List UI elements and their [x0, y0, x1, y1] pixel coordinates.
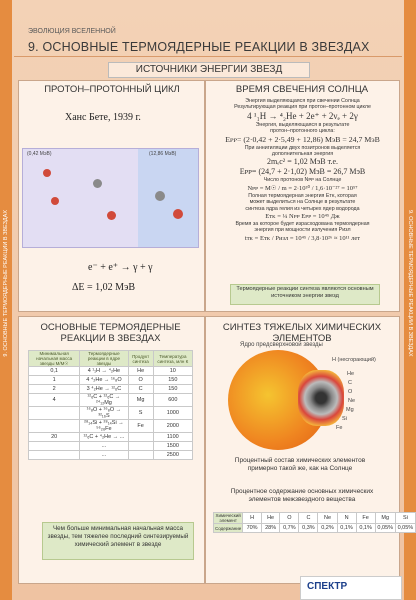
page-title: 9. ОСНОВНЫЕ ТЕРМОЯДЕРНЫЕ РЕАКЦИИ В ЗВЕЗДАХ — [28, 40, 370, 54]
publisher-footer — [300, 576, 402, 600]
proton-ball — [107, 211, 116, 220]
energy-label-1: (0,42 МэВ) — [27, 151, 52, 157]
heavy-elements-title: СИНТЕЗ ТЯЖЕЛЫХ ХИМИЧЕСКИХ ЭЛЕМЕНТОВ — [222, 322, 382, 344]
sun-time-note: Термоядерные реакции синтеза являются основным источником энергии звезд — [230, 284, 380, 305]
core-layers-cutaway — [298, 370, 344, 426]
table-row: 4 ¹²₆C + ¹²₆C → ²⁴₁₂Mg Mg 600 — [29, 394, 193, 407]
proton-ball — [51, 197, 59, 205]
composition-caption: Процентный состав химических элементов примерно такой же, как на Солнце — [234, 457, 366, 472]
reactions-note: Чем больше минимальная начальная масса звезды, тем тяжелее последний синтезируемый химический элемент в звезде — [42, 522, 194, 560]
title-divider — [14, 56, 402, 57]
proton-ball — [173, 209, 183, 219]
table-row: ¹⁶₈O + ¹⁶₈O → ³²₁₆S S 1000 — [29, 407, 193, 420]
table-row: ... 2500 — [29, 451, 193, 460]
layer-label: H (несгорающий) — [332, 357, 376, 363]
left-side-label: 9. ОСНОВНЫЕ ТЕРМОЯДЕРНЫЕ РЕАКЦИИ В ЗВЕЗДАХ — [3, 210, 9, 357]
layer-label: O — [348, 389, 353, 395]
section-title: ИСТОЧНИКИ ЭНЕРГИИ ЗВЕЗД — [108, 62, 310, 78]
series-title: ЭВОЛЮЦИЯ ВСЕЛЕННОЙ — [28, 28, 116, 35]
table-row: 1 4 ⁴₂He → ¹⁶₈O O 150 — [29, 376, 193, 385]
table-row: ²⁸₁₄Si + ²⁸₁₄Si → ⁵⁶₂₆Fe Fe 2000 — [29, 420, 193, 433]
layer-label: Mg — [346, 407, 354, 413]
neutron-ball — [93, 179, 102, 188]
layer-label: Ne — [348, 398, 356, 404]
table-row: 0,1 4 ¹₁H → ⁴₂He He 10 — [29, 367, 193, 376]
neutron-ball — [155, 191, 165, 201]
annihilation-reaction: e⁻ + e⁺ → γ + γ — [88, 262, 153, 273]
pp-cycle-diagram — [22, 148, 199, 248]
table-row: 2 3 ⁴₂He → ¹²₆C C 150 — [29, 385, 193, 394]
reactions-title: ОСНОВНЫЕ ТЕРМОЯДЕРНЫЕ РЕАКЦИИ В ЗВЕЗДАХ — [40, 322, 181, 344]
table-row: Химический элемент H He O C Ne N Fe Mg Si — [214, 513, 416, 524]
abundance-title: Процентное содержание основных химических элементов межзвездного вещества — [230, 488, 374, 503]
pp-cycle-title: ПРОТОН–ПРОТОННЫЙ ЦИКЛ — [44, 84, 180, 95]
diagram-blue-zone — [138, 149, 198, 247]
layer-label: Fe — [336, 425, 343, 431]
reactions-table — [28, 350, 193, 460]
layer-label: He — [347, 371, 355, 377]
sun-time-title: ВРЕМЯ СВЕЧЕНИЯ СОЛНЦА — [235, 84, 369, 95]
sun-time-text: Энергия выделяющаяся при свечении Солнца Результирующая реакция при протон–протонном цикле 4 ¹₁H → ⁴₂He + 2e⁺ + 2νₑ + 2γ Энергия, выделяющаяся в результате протон–протонного цикла: Eᴘᴘ= (2·0,42 + 2·5,49 + 12,86) МэВ = 24,7 МэВ При аннигиляции двух позитронов выделяется дополнительная энергия 2mₑc² = 1,02 МэВ т.е. Eᴘᴘ= (24,7 + 2·1,02) МэВ = 26,7 МэВ Число протонов Nᴘᴘ на Солнце Nᴘᴘ = M☉ / m = 2·10³⁰ / 1,6·10⁻²⁷ = 10⁵⁷ Полная термоядерная энергия Eᴛᴋ, которая может выделиться на Солнце в результате синтеза ядра гелия из четырех ядер водорода Eᴛᴋ = ¼ Nᴘᴘ Eᴘᴘ = 10⁴⁵ Дж Время за которое будет израсходована термоядерная энергия при мощности излучения Pизл tᴛᴋ = Eᴛᴋ / Pизл = 10⁴⁵ / 3,8·10²⁶ ≈ 10¹¹ лет — [225, 98, 380, 242]
layer-label: Si — [342, 416, 347, 422]
publisher-logo: СПЕКТР — [307, 581, 348, 592]
energy-label-2: (12,86 МэВ) — [149, 151, 177, 157]
core-label: Ядро предсверхновой звезды — [240, 342, 323, 348]
table-row: 20 ¹²₆C + ⁴₂He → ... 1100 — [29, 433, 193, 442]
right-side-label: 9. ОСНОВНЫЕ ТЕРМОЯДЕРНЫЕ РЕАКЦИИ В ЗВЕЗДАХ — [407, 210, 413, 357]
abundance-table — [213, 512, 416, 533]
annihilation-energy: ΔE = 1,02 МэВ — [72, 282, 136, 293]
proton-ball — [43, 169, 51, 177]
table-row: ... 1500 — [29, 442, 193, 451]
table-row: Содержание 70% 28% 0,7% 0,3% 0,2% 0,1% 0,1% 0,05% 0,05% — [214, 524, 416, 533]
layer-label: C — [348, 380, 352, 386]
pp-author: Ханс Бете, 1939 г. — [65, 112, 141, 123]
table-header: Минимальная начальная масса звезды M/M☉ Термоядерные реакции в ядре звезды Продукт синтеза Температура синтеза, млн К — [29, 351, 193, 367]
